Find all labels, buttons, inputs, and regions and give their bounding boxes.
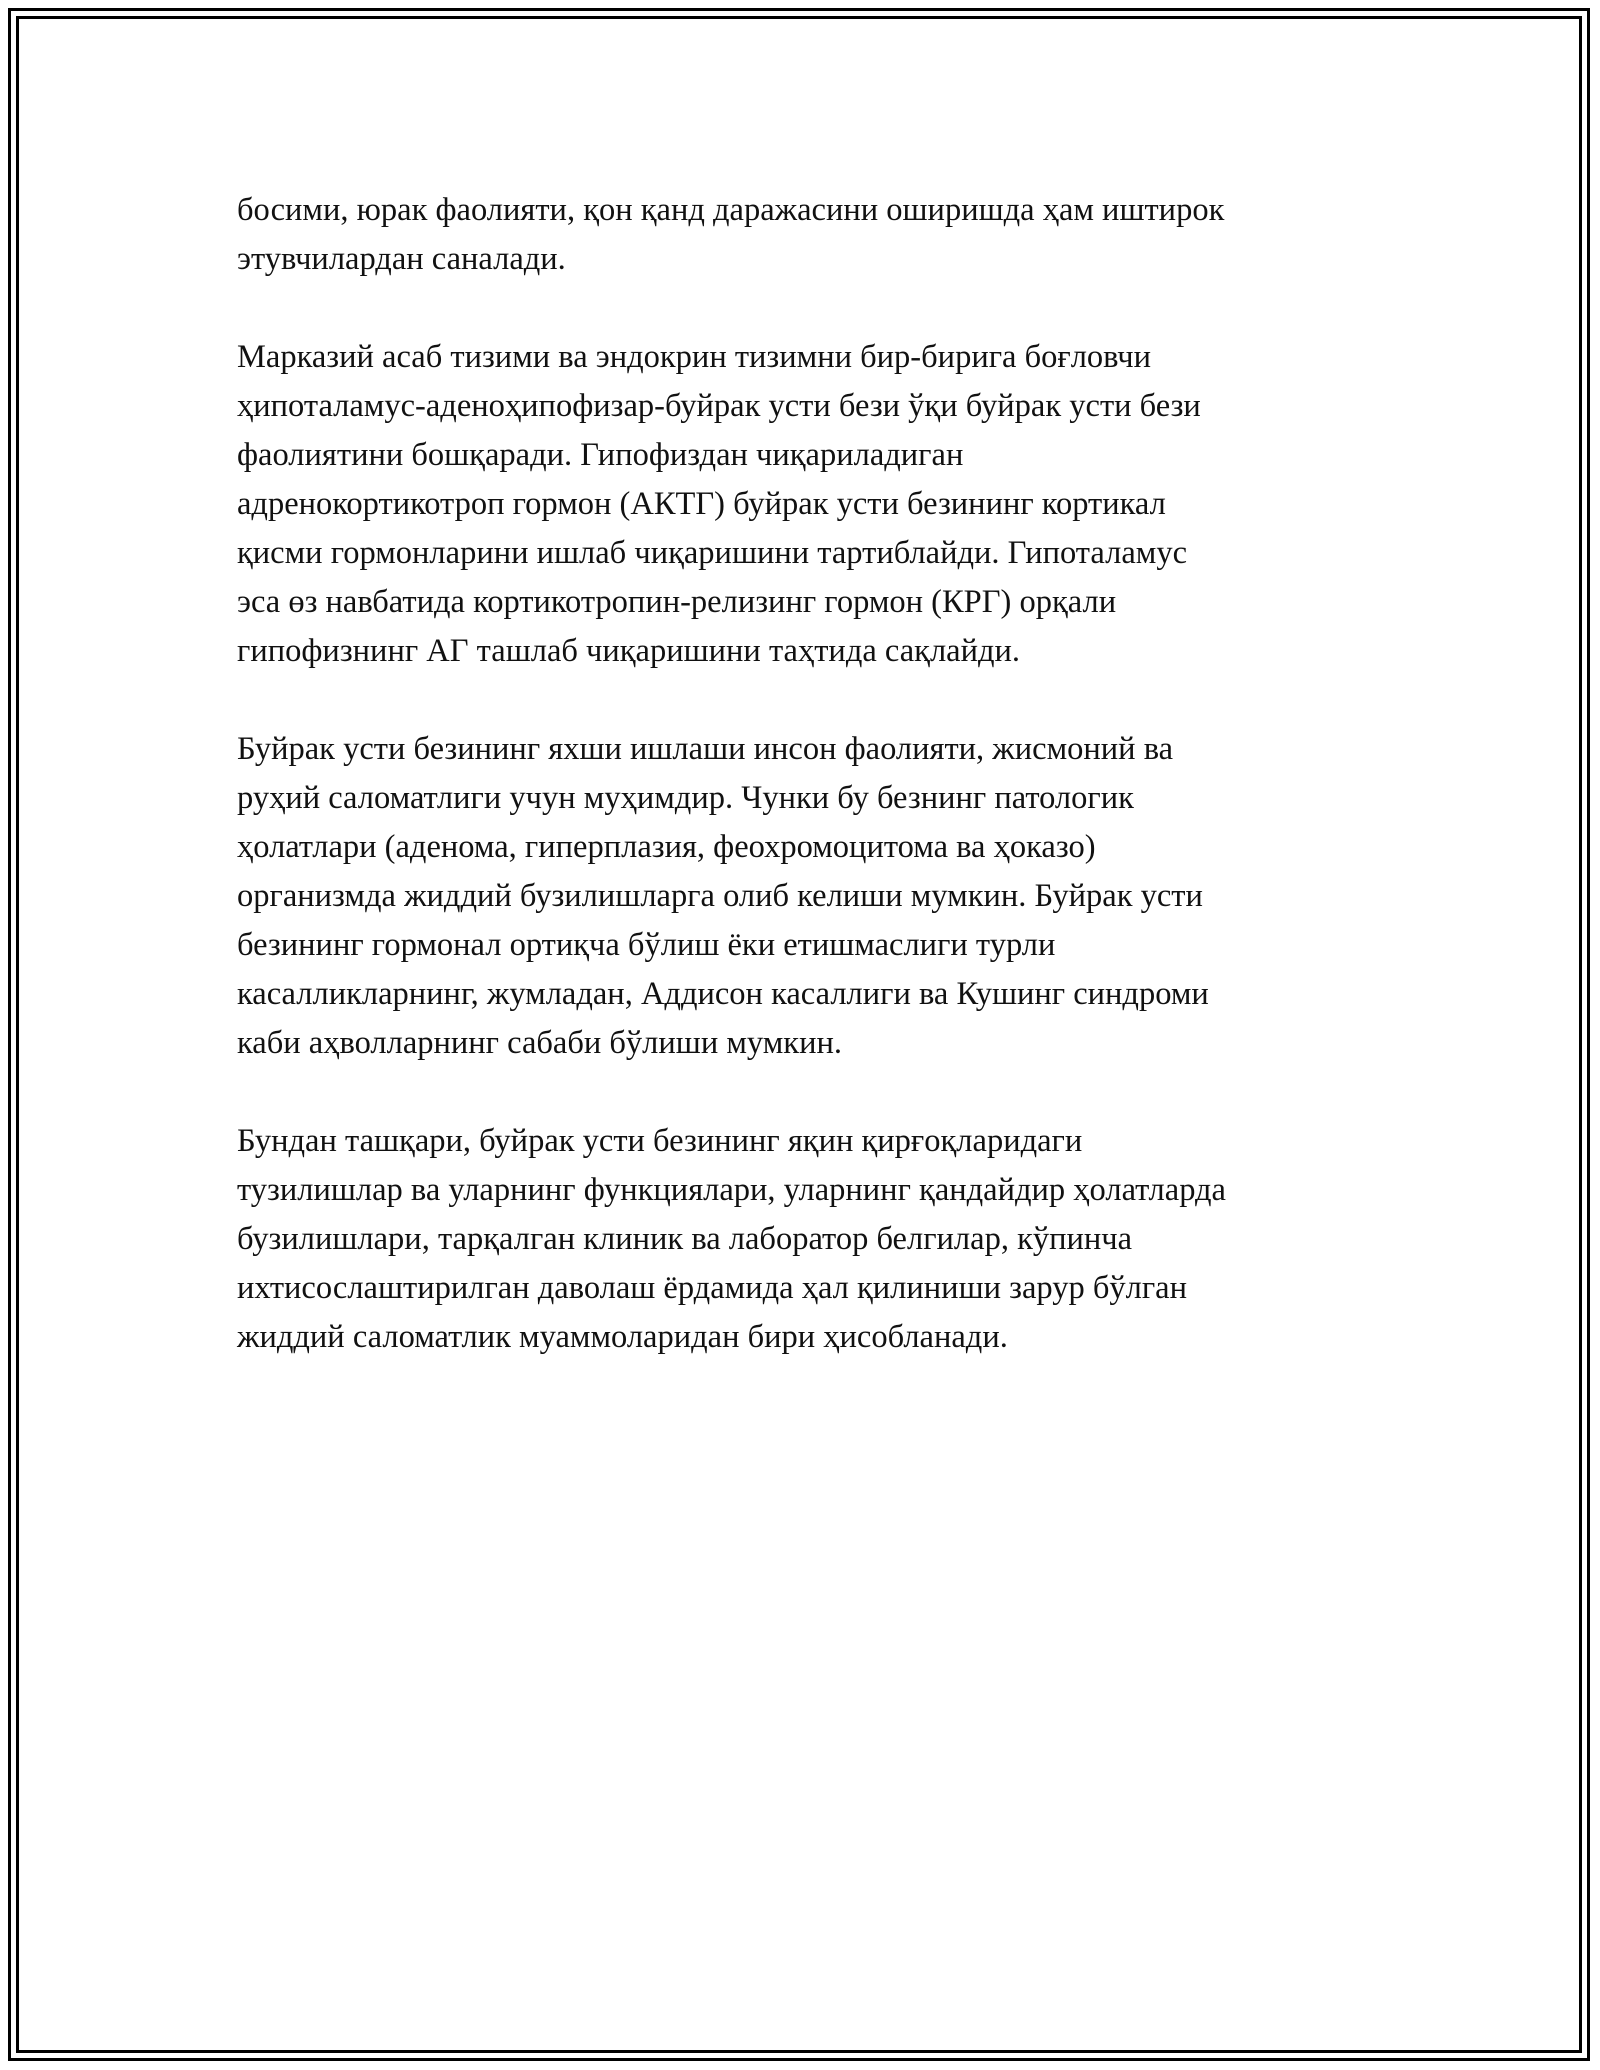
text-line: бузилишлари, тарқалган клиник ва лаборатор белгилар, кўпинча	[237, 1221, 1133, 1257]
text-line: Бундан ташқари, буйрак усти безининг яқин қирғоқларидаги	[237, 1123, 1083, 1159]
text-line: ҳипоталамус-аденоҳипофизар-буйрак усти бези ўқи буйрак усти бези	[237, 388, 1201, 424]
text-line: тузилишлар ва уларнинг функциялари, уларнинг қандайдир ҳолатларда	[237, 1172, 1226, 1208]
text-line: адренокортикотроп гормон (АКТГ) буйрак усти безининг кортикал	[237, 486, 1166, 522]
text-line: ҳолатлари (аденома, гиперплазия, феохромоцитома ва ҳоказо)	[237, 829, 1096, 865]
document-body	[237, 186, 1387, 1411]
text-line: фаолиятини бошқаради. Гипофиздан чиқариладиган	[237, 437, 964, 473]
text-line: жиддий саломатлик муаммоларидан бири ҳисобланади.	[237, 1319, 1008, 1355]
text-line: каби аҳволларнинг сабаби бўлиши мумкин.	[237, 1025, 842, 1061]
paragraph-3	[237, 725, 1387, 1068]
text-line: ихтисослаштирилган даволаш ёрдамида ҳал қилиниши зарур бўлган	[237, 1270, 1187, 1306]
text-line: Буйрак усти безининг яхши ишлаши инсон фаолияти, жисмоний ва	[237, 731, 1174, 767]
paragraph-4	[237, 1117, 1387, 1362]
text-line: руҳий саломатлиги учун муҳимдир. Чунки бу безнинг патологик	[237, 780, 1134, 816]
text-line: эса өз навбатида кортикотропин-релизинг гормон (КРГ) орқали	[237, 584, 1117, 620]
text-line: гипофизнинг АГ ташлаб чиқаришини таҳтида сақлайди.	[237, 633, 1021, 669]
text-line: этувчилардан саналади.	[237, 241, 566, 277]
text-line: безининг гормонал ортиқча бўлиш ёки етишмаслиги турли	[237, 927, 1056, 963]
text-line: босими, юрак фаолияти, қон қанд даражасини оширишда ҳам иштирок	[237, 192, 1225, 228]
paragraph-1	[237, 186, 1387, 284]
paragraph-2	[237, 333, 1387, 676]
text-line: касалликларнинг, жумладан, Аддисон касаллиги ва Кушинг синдроми	[237, 976, 1209, 1012]
text-line: қисми гормонларини ишлаб чиқаришини тартиблайди. Гипоталамус	[237, 535, 1188, 571]
text-line: организмда жиддий бузилишларга олиб келиши мумкин. Буйрак усти	[237, 878, 1203, 914]
text-line: Марказий асаб тизими ва эндокрин тизимни бир-бирига боғловчи	[237, 339, 1152, 375]
